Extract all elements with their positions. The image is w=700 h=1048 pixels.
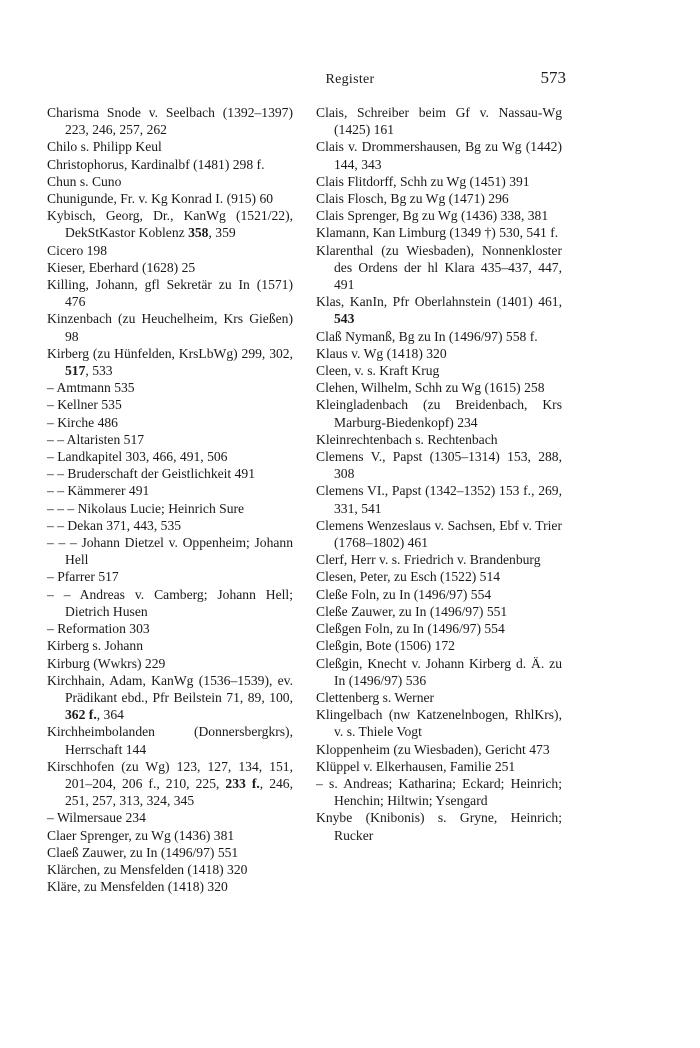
index-entry: [47, 448, 293, 465]
index-entry: [316, 655, 562, 689]
index-entry-text: Kloppenheim (zu Wiesbaden), Gericht 473: [316, 741, 550, 757]
index-entry: [316, 138, 562, 172]
index-entry-bold-page: 362 f.: [65, 707, 97, 723]
index-entry-text: Clemens Wenzeslaus v. Sachsen, Ebf v. Trier (1768–1802) 461: [316, 517, 562, 551]
index-entry: [47, 431, 293, 448]
index-entry: [47, 190, 293, 207]
index-entry-text: – Wilmersaue 234: [47, 810, 146, 826]
index-entry: [47, 207, 293, 241]
index-entry-text: , 359: [208, 225, 236, 241]
index-entry-text: Cleßgin, Knecht v. Johann Kirberg d. Ä. zu In (1496/97) 536: [316, 655, 562, 688]
index-entry-text: Kleingladenbach (zu Breidenbach, Krs Marburg-Biedenkopf) 234: [316, 397, 562, 430]
index-entry-text: Charisma Snode v. Seelbach (1392–1397) 223, 246, 257, 262: [47, 105, 293, 138]
index-entry: [47, 242, 293, 259]
index-entry-text: Claeß Zauwer, zu In (1496/97) 551: [47, 844, 239, 860]
index-entry: [47, 396, 293, 413]
index-entry: [316, 517, 562, 551]
index-entry: [316, 396, 562, 430]
index-entry-text: – Amtmann 535: [47, 380, 135, 396]
index-entry: [47, 672, 293, 724]
index-entry: [47, 156, 293, 173]
index-entry-text: Chilo s. Philipp Keul: [47, 139, 162, 155]
index-entry: [316, 689, 562, 706]
index-entry: [316, 242, 562, 294]
index-entry: [47, 465, 293, 482]
index-entry-text: Cleßgen Foln, zu In (1496/97) 554: [316, 621, 505, 637]
page-number: 573: [540, 68, 566, 87]
index-entry: [47, 861, 293, 878]
index-entry: [316, 482, 562, 516]
page-header: [0, 68, 700, 94]
index-entry: [47, 568, 293, 585]
index-entry-text: Klärchen, zu Mensfelden (1418) 320: [47, 861, 248, 877]
index-entry-text: Klas, KanIn, Pfr Oberlahnstein (1401) 461,: [316, 294, 562, 310]
index-entry-text: Claer Sprenger, zu Wg (1436) 381: [47, 827, 235, 843]
index-entry-text: – Pfarrer 517: [47, 569, 119, 585]
index-entry-text: – Reformation 303: [47, 621, 150, 637]
index-column-right: [316, 104, 562, 844]
index-entry-text: Clais v. Drommershausen, Bg zu Wg (1442) 144, 343: [316, 139, 562, 172]
index-entry-text: Cleße Zauwer, zu In (1496/97) 551: [316, 603, 508, 619]
index-entry-bold-page: 517: [65, 363, 86, 379]
index-entry: [47, 723, 293, 757]
index-entry-text: Cleße Foln, zu In (1496/97) 554: [316, 586, 492, 602]
index-entry: [316, 741, 562, 758]
index-entry-text: , 533: [85, 363, 113, 379]
index-entry: [47, 259, 293, 276]
index-entry-text: Clerf, Herr v. s. Friedrich v. Brandenburg: [316, 552, 541, 568]
index-entry: [47, 620, 293, 637]
index-entry-text: Cicero 198: [47, 242, 108, 258]
index-entry-text: Killing, Johann, gfl Sekretär zu In (1571) 476: [47, 277, 293, 310]
index-entry: [47, 517, 293, 534]
index-entry-text: Christophorus, Kardinalbf (1481) 298 f.: [47, 156, 265, 172]
index-entry: [47, 844, 293, 861]
index-entry-text: – – Bruderschaft der Geistlichkeit 491: [47, 466, 256, 482]
index-entry: [47, 637, 293, 654]
index-entry-text: Kirchhain, Adam, KanWg (1536–1539), ev. Prädikant ebd., Pfr Beilstein 71, 89, 100,: [47, 672, 293, 705]
index-entry-text: Kläre, zu Mensfelden (1418) 320: [47, 879, 228, 895]
index-entry-text: Knybe (Knibonis) s. Gryne, Heinrich; Rucker: [316, 810, 562, 843]
index-entry: [47, 534, 293, 568]
index-entry: [316, 173, 562, 190]
index-entry-text: – – Kämmerer 491: [47, 483, 150, 499]
index-entry-text: Klarenthal (zu Wiesbaden), Nonnenkloster des Ordens der hl Klara 435–437, 447, 491: [316, 242, 562, 293]
index-entry-text: Chun s. Cuno: [47, 173, 122, 189]
index-entry-text: Clehen, Wilhelm, Schh zu Wg (1615) 258: [316, 380, 545, 396]
index-entry: [316, 775, 562, 809]
index-entry: [47, 138, 293, 155]
index-entry: [316, 345, 562, 362]
index-entry: [47, 345, 293, 379]
index-entry-text: Kybisch, Georg, Dr., KanWg (1521/22), DekStKastor Koblenz: [47, 208, 293, 241]
index-entry: [316, 448, 562, 482]
index-entry-bold-page: 543: [334, 311, 355, 327]
index-entry: [47, 809, 293, 826]
index-entry: [316, 603, 562, 620]
index-entry-text: Kirberg (zu Hünfelden, KrsLbWg) 299, 302,: [47, 345, 293, 361]
index-entry-text: Clemens VI., Papst (1342–1352) 153 f., 269, 331, 541: [316, 483, 562, 516]
index-entry: [316, 758, 562, 775]
index-entry-text: , 246, 251, 257, 313, 324, 345: [65, 775, 293, 809]
index-entry-text: Klüppel v. Elkerhausen, Familie 251: [316, 758, 516, 774]
index-entry: [316, 568, 562, 585]
index-entry-text: Clais Sprenger, Bg zu Wg (1436) 338, 381: [316, 208, 549, 224]
index-entry-text: Kleinrechtenbach s. Rechtenbach: [316, 431, 498, 447]
index-entry: [47, 104, 293, 138]
index-entry: [316, 586, 562, 603]
index-entry-text: Kirberg s. Johann: [47, 638, 144, 654]
index-entry-text: , 364: [96, 707, 124, 723]
index-entry-text: Kirchheimbolanden (Donnersbergkrs), Herrschaft 144: [47, 724, 293, 757]
index-entry: [47, 655, 293, 672]
index-entry: [47, 827, 293, 844]
index-entry-text: Kinzenbach (zu Heuchelheim, Krs Gießen) 98: [47, 311, 293, 344]
index-entry-text: Klaus v. Wg (1418) 320: [316, 345, 447, 361]
index-entry: [316, 190, 562, 207]
index-entry: [47, 878, 293, 895]
running-title: Register: [325, 72, 375, 87]
index-entry-text: Clemens V., Papst (1305–1314) 153, 288, 308: [316, 449, 562, 482]
index-entry-text: – s. Andreas; Katharina; Eckard; Heinrich; Henchin; Hiltwin; Ysengard: [316, 775, 562, 809]
index-entry: [316, 207, 562, 224]
index-entry-text: – Kirche 486: [47, 414, 118, 430]
index-entry-bold-page: 358: [188, 225, 209, 241]
index-entry-text: Cleen, v. s. Kraft Krug: [316, 363, 440, 379]
index-entry: [316, 379, 562, 396]
index-entry: [316, 104, 562, 138]
index-column-left: [47, 104, 293, 895]
index-entry-text: Clais Flitdorff, Schh zu Wg (1451) 391: [316, 173, 530, 189]
index-entry: [47, 310, 293, 344]
index-entry-text: Clais Flosch, Bg zu Wg (1471) 296: [316, 191, 509, 207]
index-entry: [316, 551, 562, 568]
index-entry: [47, 500, 293, 517]
index-entry-text: – – Andreas v. Camberg; Johann Hell; Dietrich Husen: [47, 586, 293, 619]
index-entry-text: – Landkapitel 303, 466, 491, 506: [47, 449, 228, 465]
index-entry: [47, 586, 293, 620]
index-entry: [316, 328, 562, 345]
index-entry-text: Kirschhofen (zu Wg) 123, 127, 134, 151, 201–204, 206 f., 210, 225,: [47, 758, 293, 791]
index-entry-text: – – Altaristen 517: [47, 431, 145, 447]
index-entry-text: Clesen, Peter, zu Esch (1522) 514: [316, 569, 501, 585]
index-entry: [47, 482, 293, 499]
index-entry: [316, 637, 562, 654]
index-entry-text: – Kellner 535: [47, 397, 122, 413]
index-entry: [316, 431, 562, 448]
index-entry-text: – – – Johann Dietzel v. Oppenheim; Johann Hell: [47, 535, 293, 568]
index-entry: [47, 758, 293, 810]
index-entry-text: Kirburg (Wwkrs) 229: [47, 655, 166, 671]
index-entry: [47, 379, 293, 396]
index-entry-text: Chunigunde, Fr. v. Kg Konrad I. (915) 60: [47, 191, 274, 207]
index-entry: [316, 706, 562, 740]
index-entry: [316, 620, 562, 637]
index-entry: [316, 362, 562, 379]
index-entry-text: Clais, Schreiber beim Gf v. Nassau-Wg (1425) 161: [316, 105, 562, 138]
index-entry-text: Klamann, Kan Limburg (1349 †) 530, 541 f.: [316, 225, 559, 241]
index-entry-text: Claß Nymanß, Bg zu In (1496/97) 558 f.: [316, 328, 538, 344]
index-entry-text: Cleßgin, Bote (1506) 172: [316, 638, 455, 654]
index-entry: [316, 293, 562, 327]
index-entry: [47, 414, 293, 431]
index-entry-text: Kieser, Eberhard (1628) 25: [47, 259, 196, 275]
index-entry: [47, 276, 293, 310]
index-entry-text: – – Dekan 371, 443, 535: [47, 517, 182, 533]
index-entry-text: – – – Nikolaus Lucie; Heinrich Sure: [47, 500, 245, 516]
index-entry: [316, 809, 562, 843]
index-entry: [47, 173, 293, 190]
index-entry-text: Clettenberg s. Werner: [316, 689, 435, 705]
index-entry: [316, 224, 562, 241]
index-entry-bold-page: 233 f.: [225, 775, 260, 791]
index-entry-text: Klingelbach (nw Katzenelnbogen, RhlKrs), v. s. Thiele Vogt: [316, 707, 562, 740]
